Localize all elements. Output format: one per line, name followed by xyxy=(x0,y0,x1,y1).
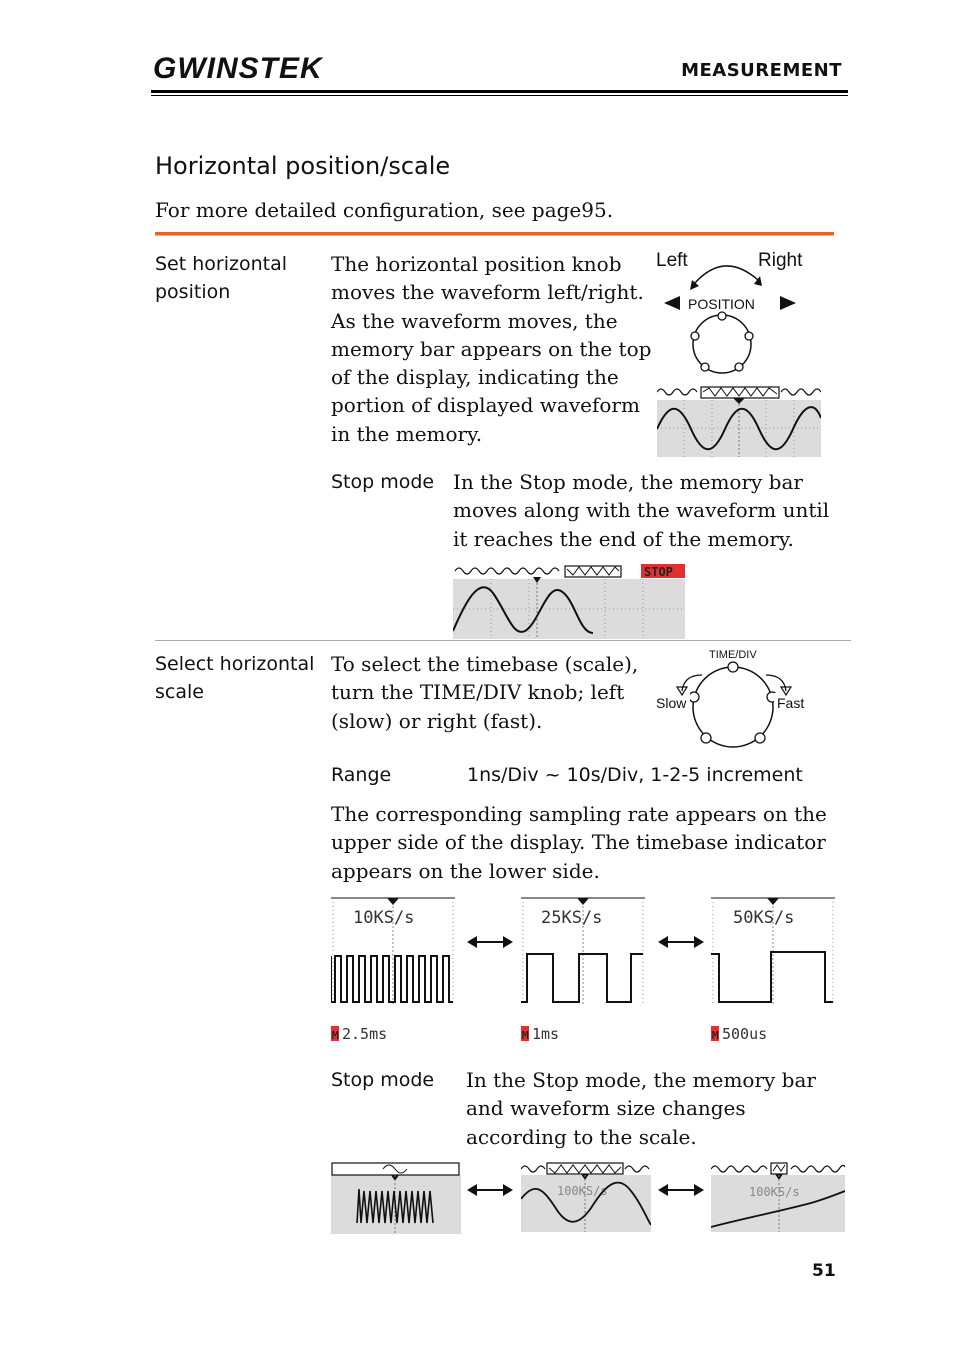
brand-logo xyxy=(153,52,325,84)
timebase-text: 1ms xyxy=(532,1025,560,1043)
stop-desc-line: moves along with the waveform until xyxy=(453,498,830,523)
sampling-desc-line: appears on the lower side. xyxy=(331,858,600,883)
sampling-desc-line: upper side of the display. The timebase indicator xyxy=(331,830,826,855)
section-title: Horizontal position/scale xyxy=(155,152,451,180)
stop-badge-text: STOP xyxy=(644,565,673,579)
knob-left-label: Left xyxy=(656,250,688,271)
rotate-arrow-icon xyxy=(694,266,758,284)
scale-desc-line: (slow) or right (fast). xyxy=(331,708,543,733)
double-arrow-icon xyxy=(658,1178,704,1202)
position-knob-label: POSITION xyxy=(688,296,755,312)
scale-description xyxy=(331,650,651,735)
stop-sample-rate-text: 100KS/s xyxy=(749,1185,800,1199)
timebase-text: 2.5ms xyxy=(342,1025,388,1043)
scale-screen-1 xyxy=(331,896,455,1046)
double-arrow-icon xyxy=(467,930,513,954)
intro-text: For more detailed configuration, see page95. xyxy=(155,198,614,222)
position-desc-line: As the waveform moves, the xyxy=(331,308,618,333)
sampling-description xyxy=(331,800,841,885)
stop-desc-line: it reaches the end of the memory. xyxy=(453,526,794,551)
section-separator xyxy=(155,640,851,641)
scale-desc-line: turn the TIME/DIV knob; left xyxy=(331,680,625,705)
stop-screen-1 xyxy=(331,1161,461,1234)
page-number: 51 xyxy=(812,1261,836,1281)
range-value: 1ns/Div ~ 10s/Div, 1-2-5 increment xyxy=(467,764,803,786)
double-arrow-icon xyxy=(658,930,704,954)
right-triangle-icon xyxy=(780,296,796,310)
sample-rate-text: 10KS/s xyxy=(353,908,415,928)
logo-text: GWINSTEK xyxy=(153,52,323,84)
position-knob-figure xyxy=(654,246,824,378)
arrow-head-left-icon xyxy=(690,280,699,290)
header-rule xyxy=(151,90,848,93)
scale-label xyxy=(155,650,314,706)
left-triangle-icon xyxy=(664,296,680,310)
position-label-line1: Set horizontal xyxy=(155,253,288,275)
position-label-line2: position xyxy=(155,281,231,303)
position-desc-line: portion of displayed waveform xyxy=(331,393,640,418)
position-stop-description xyxy=(453,468,843,553)
scale-label-line1: Select horizontal xyxy=(155,653,315,675)
position-label xyxy=(155,250,287,306)
position-waveform-screen xyxy=(657,384,821,457)
timediv-knob-label: TIME/DIV xyxy=(709,649,757,661)
stop-sample-rate-text: 100KS/s xyxy=(557,1184,608,1198)
fast-label: Fast xyxy=(777,695,805,711)
scale-stop-label: Stop mode xyxy=(331,1069,435,1091)
stop-screen-2 xyxy=(521,1161,651,1232)
sample-rate-text: 25KS/s xyxy=(541,908,603,928)
position-desc-line: of the display, indicating the xyxy=(331,365,619,390)
scale-stop-desc-line: In the Stop mode, the memory bar xyxy=(466,1068,816,1092)
scale-desc-line: To select the timebase (scale), xyxy=(331,652,639,676)
scale-stop-desc-line: and waveform size changes xyxy=(466,1096,746,1121)
timebase-marker: M xyxy=(332,1029,339,1042)
slow-label: Slow xyxy=(656,695,687,711)
knob-right-label: Right xyxy=(758,250,803,271)
header-rule-thin xyxy=(151,95,848,96)
scale-stop-desc-line: according to the scale. xyxy=(466,1124,697,1149)
position-desc-line: in the memory. xyxy=(331,421,483,446)
stop-screen-3 xyxy=(711,1161,845,1232)
double-arrow-icon xyxy=(467,1178,513,1202)
scale-screen-3 xyxy=(711,896,835,1046)
timebase-marker: M xyxy=(522,1029,529,1042)
position-stop-label: Stop mode xyxy=(331,471,435,493)
sample-rate-text: 50KS/s xyxy=(733,908,795,928)
accent-rule-shadow xyxy=(155,235,834,236)
scale-screen-2 xyxy=(521,896,645,1046)
position-desc-line: memory bar appears on the top xyxy=(331,336,652,361)
stop-desc-line: In the Stop mode, the memory bar xyxy=(453,470,803,494)
gwinstek-logo xyxy=(153,52,325,84)
scale-label-line2: scale xyxy=(155,681,204,703)
position-description xyxy=(331,250,661,448)
timebase-marker: M xyxy=(712,1029,719,1042)
position-desc-line: The horizontal position knob xyxy=(331,252,622,276)
stop-waveform-screen xyxy=(453,563,685,639)
scale-stop-description xyxy=(466,1066,846,1151)
timediv-knob-figure xyxy=(654,645,824,750)
range-label: Range xyxy=(331,764,392,786)
section-header: MEASUREMENT xyxy=(681,60,842,81)
sampling-desc-line: The corresponding sampling rate appears on the xyxy=(331,802,827,826)
timebase-text: 500us xyxy=(722,1025,768,1043)
position-desc-line: moves the waveform left/right. xyxy=(331,280,644,305)
